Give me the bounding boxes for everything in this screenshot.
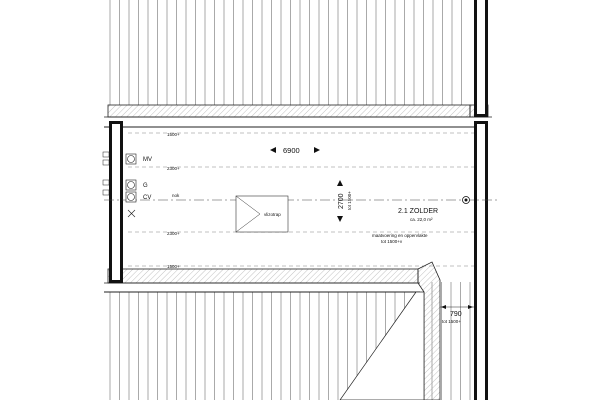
- svg-text:2300+: 2300+: [167, 231, 180, 236]
- room-label: [398, 208, 438, 222]
- dimension-right: [440, 305, 474, 324]
- attic-stair-hatch: [236, 196, 288, 232]
- height-mark-1: [128, 132, 474, 137]
- svg-text:vlizotrap: vlizotrap: [264, 212, 281, 217]
- installation-g: [126, 180, 148, 190]
- installation-cv: [126, 192, 151, 202]
- stair-opening: [340, 292, 424, 400]
- svg-text:tot 1500+: tot 1500+: [347, 191, 352, 210]
- wall-right-top-inner: [477, 0, 485, 114]
- roof-plane-top: [110, 0, 462, 105]
- pipe-stubs: [103, 152, 109, 195]
- svg-text:2700: 2700: [338, 193, 345, 209]
- dimension-width: [270, 146, 320, 155]
- wall-left-inner: [112, 124, 120, 280]
- svg-text:6900: 6900: [283, 146, 300, 155]
- ridge-post-icon: [463, 197, 470, 204]
- eave-band-top: [108, 105, 470, 117]
- svg-text:790: 790: [450, 311, 462, 318]
- height-mark-2: [128, 166, 474, 171]
- svg-text:MV: MV: [143, 157, 152, 163]
- installation-mv: [126, 154, 152, 164]
- svg-text:G: G: [143, 183, 148, 189]
- svg-text:tot 1500+v: tot 1500+v: [381, 239, 403, 244]
- eave-band-bottom: [108, 269, 418, 283]
- wall-right-inner: [477, 124, 485, 400]
- svg-text:maatvoering en oppervlakte: maatvoering en oppervlakte: [372, 233, 428, 238]
- svg-text:2300+: 2300+: [167, 166, 180, 171]
- dimension-depth: [337, 180, 352, 222]
- svg-text:CV: CV: [143, 195, 152, 201]
- svg-text:nok: nok: [172, 193, 180, 198]
- svg-text:1500+: 1500+: [167, 132, 180, 137]
- svg-text:tot 1500+: tot 1500+: [442, 319, 461, 324]
- ridge-line: [104, 193, 498, 200]
- cross-mark-icon: [128, 210, 135, 217]
- svg-text:ca. 22,0 m²: ca. 22,0 m²: [410, 217, 433, 222]
- svg-text:1500+: 1500+: [167, 264, 180, 269]
- svg-text:2.1 ZOLDER: 2.1 ZOLDER: [398, 208, 439, 215]
- measurement-note: [372, 233, 428, 244]
